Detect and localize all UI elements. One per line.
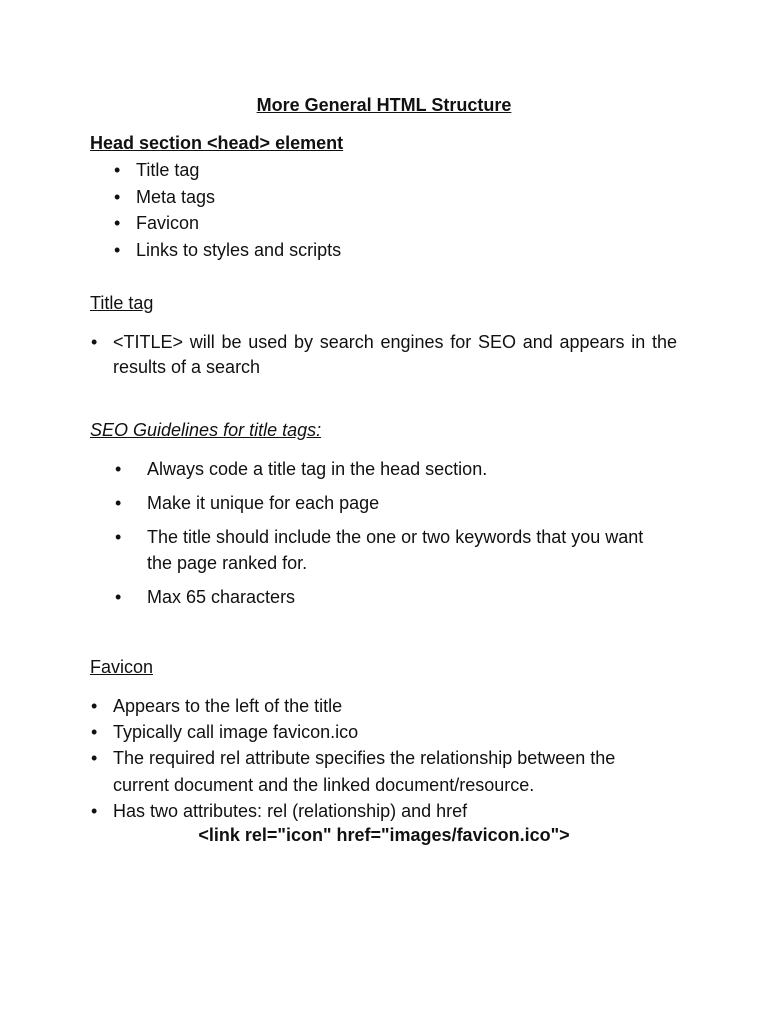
seo-guidelines-list <box>147 456 647 618</box>
list-item: • <TITLE> will be used by search engines for SEO and appears in the results of a search <box>113 330 677 380</box>
list-item: • The required rel attribute specifies the relationship between the current document and the linked document/resource. <box>113 745 673 797</box>
favicon-heading: Favicon <box>90 657 154 677</box>
head-section-heading: Head section <head> element <box>90 133 344 153</box>
title-tag-list <box>113 330 677 380</box>
list-item: • The title should include the one or two keywords that you want the page ranked for. <box>147 524 647 576</box>
list-item: • Title tag <box>136 157 696 184</box>
list-item: • Always code a title tag in the head section. <box>147 456 647 482</box>
head-section-list <box>136 157 696 263</box>
title-tag-heading: Title tag <box>90 293 154 313</box>
document-title <box>0 94 768 116</box>
list-item: • Favicon <box>136 210 696 237</box>
list-item: • Make it unique for each page <box>147 490 647 516</box>
favicon-list <box>113 693 673 824</box>
list-item: • Links to styles and scripts <box>136 237 696 264</box>
favicon-code-example: <link rel="icon" href="images/favicon.ico"> <box>198 825 570 845</box>
list-item: • Appears to the left of the title <box>113 693 673 719</box>
document-title-text: More General HTML Structure <box>256 95 512 115</box>
list-item: • Meta tags <box>136 184 696 211</box>
seo-guidelines-heading: SEO Guidelines for title tags: <box>90 420 322 440</box>
list-item: • Max 65 characters <box>147 584 647 610</box>
list-item: • Has two attributes: rel (relationship) and href <box>113 798 673 824</box>
list-item: • Typically call image favicon.ico <box>113 719 673 745</box>
